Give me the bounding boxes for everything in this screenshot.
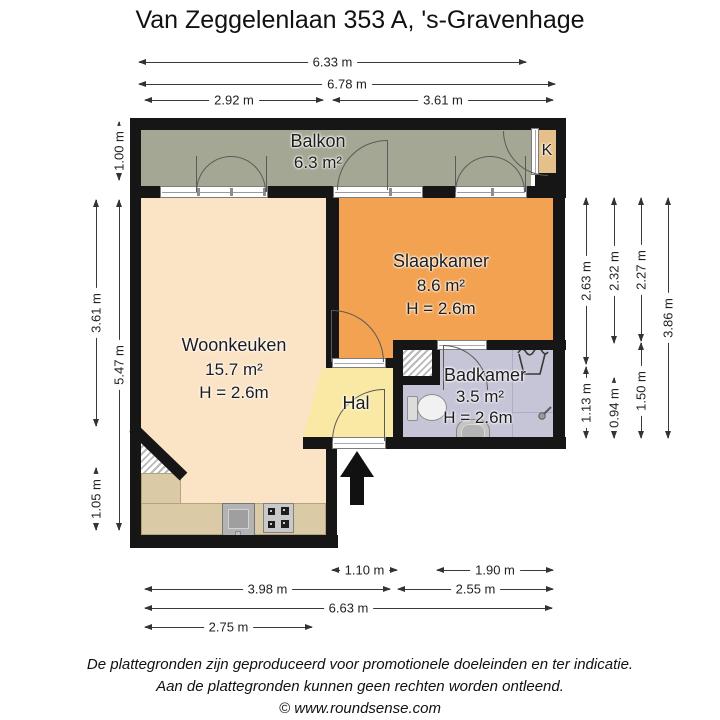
stove-burner <box>281 507 289 515</box>
dim-label: 3.86 m <box>661 293 676 343</box>
dim-right-slaapkamer-b <box>606 198 622 343</box>
wall-hal-badkamer <box>393 340 403 449</box>
door-leaf <box>455 156 456 192</box>
dim-bottom-left-section <box>145 581 390 597</box>
window-post <box>389 188 392 196</box>
dim-bottom-badkamer-width <box>437 562 553 578</box>
dim-label: 1.05 m <box>89 474 104 524</box>
dim-label: 2.27 m <box>634 245 649 295</box>
page-title: Van Zeggelenlaan 353 A, 's-Gravenhage <box>135 6 585 34</box>
dim-label: 2.92 m <box>209 93 259 108</box>
wall-woonkeuken-bottom <box>130 535 338 548</box>
door-leaf <box>331 310 332 362</box>
wall-bottom-badkamer <box>386 437 566 449</box>
dim-left-woonkeuken-total <box>111 200 127 530</box>
door-leaf <box>196 156 197 192</box>
wall-balkon-bottom-c <box>423 186 455 198</box>
disclaimer-line-2: Aan de plattegronden kunnen geen rechten worden ontleend. <box>156 678 564 695</box>
shaft-hatch <box>402 349 432 376</box>
dim-bottom-overall-width <box>145 600 552 616</box>
room-area-slaapkamer: 8.6 m² <box>416 276 466 295</box>
door-leaf <box>384 389 385 441</box>
dim-top-balcony-width <box>139 54 526 70</box>
entrance-arrow-head <box>340 451 374 477</box>
dim-right-badkamer-a <box>606 378 622 438</box>
entrance-arrow-shaft <box>350 476 364 505</box>
dim-label: 6.63 m <box>324 601 374 616</box>
room-area-balkon: 6.3 m² <box>293 153 343 172</box>
dim-bottom-right-section <box>398 581 553 597</box>
wall-top <box>130 118 566 130</box>
wall-balkon-bottom-a <box>141 186 160 198</box>
door-leaf <box>387 140 388 190</box>
room-label-kast: K <box>541 142 553 159</box>
dim-label: 1.90 m <box>470 563 520 578</box>
kitchen-sink-basin <box>228 509 249 529</box>
room-label-slaapkamer: Slaapkamer <box>392 251 490 271</box>
dim-right-badkamer-b <box>633 343 649 438</box>
dim-label: 3.98 m <box>243 582 293 597</box>
dim-label: 0.94 m <box>607 383 622 433</box>
stove-burner <box>268 508 275 515</box>
dim-label: 1.00 m <box>112 126 127 176</box>
dim-bottom-kitchen-width <box>145 619 312 635</box>
dim-label: 5.47 m <box>112 340 127 390</box>
dim-label: 1.50 m <box>634 366 649 416</box>
stove-burner <box>281 520 289 528</box>
dim-right-hal-depth <box>578 367 594 438</box>
dim-label: 3.61 m <box>89 288 104 338</box>
dim-left-balcony-depth <box>111 122 127 180</box>
dim-left-woonkeuken-upper <box>88 200 104 426</box>
wall-kast-bottom <box>535 173 566 198</box>
dim-label: 1.10 m <box>340 563 390 578</box>
dim-label: 6.33 m <box>308 55 358 70</box>
stove-burner <box>268 521 275 528</box>
dim-label: 1.13 m <box>579 378 594 428</box>
dim-right-slaapkamer-a <box>578 198 594 364</box>
dim-label: 2.32 m <box>607 246 622 296</box>
dim-bottom-hal-width <box>332 562 397 578</box>
wall-slaapkamer-badkamer-b <box>487 340 566 350</box>
room-label-hal: Hal <box>342 393 370 413</box>
dim-label: 3.61 m <box>418 93 468 108</box>
room-label-balkon: Balkon <box>290 131 346 151</box>
room-area-badkamer: 3.5 m² <box>455 387 505 406</box>
disclaimer-line-1: De plattegronden zijn geproduceerd voor promotionele doeleinden en ter indicatie. <box>86 656 634 673</box>
wall-right <box>553 186 565 449</box>
dim-label: 2.63 m <box>579 256 594 306</box>
dim-right-slaapkamer-c <box>633 198 649 341</box>
dim-right-overall-depth <box>660 198 676 438</box>
wall-woonkeuken-right-lower <box>326 437 337 548</box>
copyright-line: © www.roundsense.com <box>279 700 441 717</box>
door-leaf <box>266 156 267 192</box>
dim-label: 2.55 m <box>451 582 501 597</box>
dim-top-overall-width <box>139 76 555 92</box>
wall-left <box>130 118 141 548</box>
dim-label: 2.75 m <box>204 620 254 635</box>
room-ceiling-woonkeuken: H = 2.6m <box>199 383 269 402</box>
dim-top-left-section <box>145 92 323 108</box>
dim-label: 6.78 m <box>322 77 372 92</box>
shower-head-icon <box>536 404 554 422</box>
wall-balkon-bottom-b <box>268 186 333 198</box>
dim-left-woonkeuken-lower <box>88 468 104 530</box>
room-ceiling-slaapkamer: H = 2.6m <box>406 299 476 318</box>
dim-top-right-section <box>333 92 553 108</box>
room-label-woonkeuken: Woonkeuken <box>181 335 287 355</box>
room-area-woonkeuken: 15.7 m² <box>205 360 263 379</box>
room-label-badkamer: Badkamer <box>443 365 527 385</box>
room-ceiling-badkamer: H = 2.6m <box>443 408 513 427</box>
